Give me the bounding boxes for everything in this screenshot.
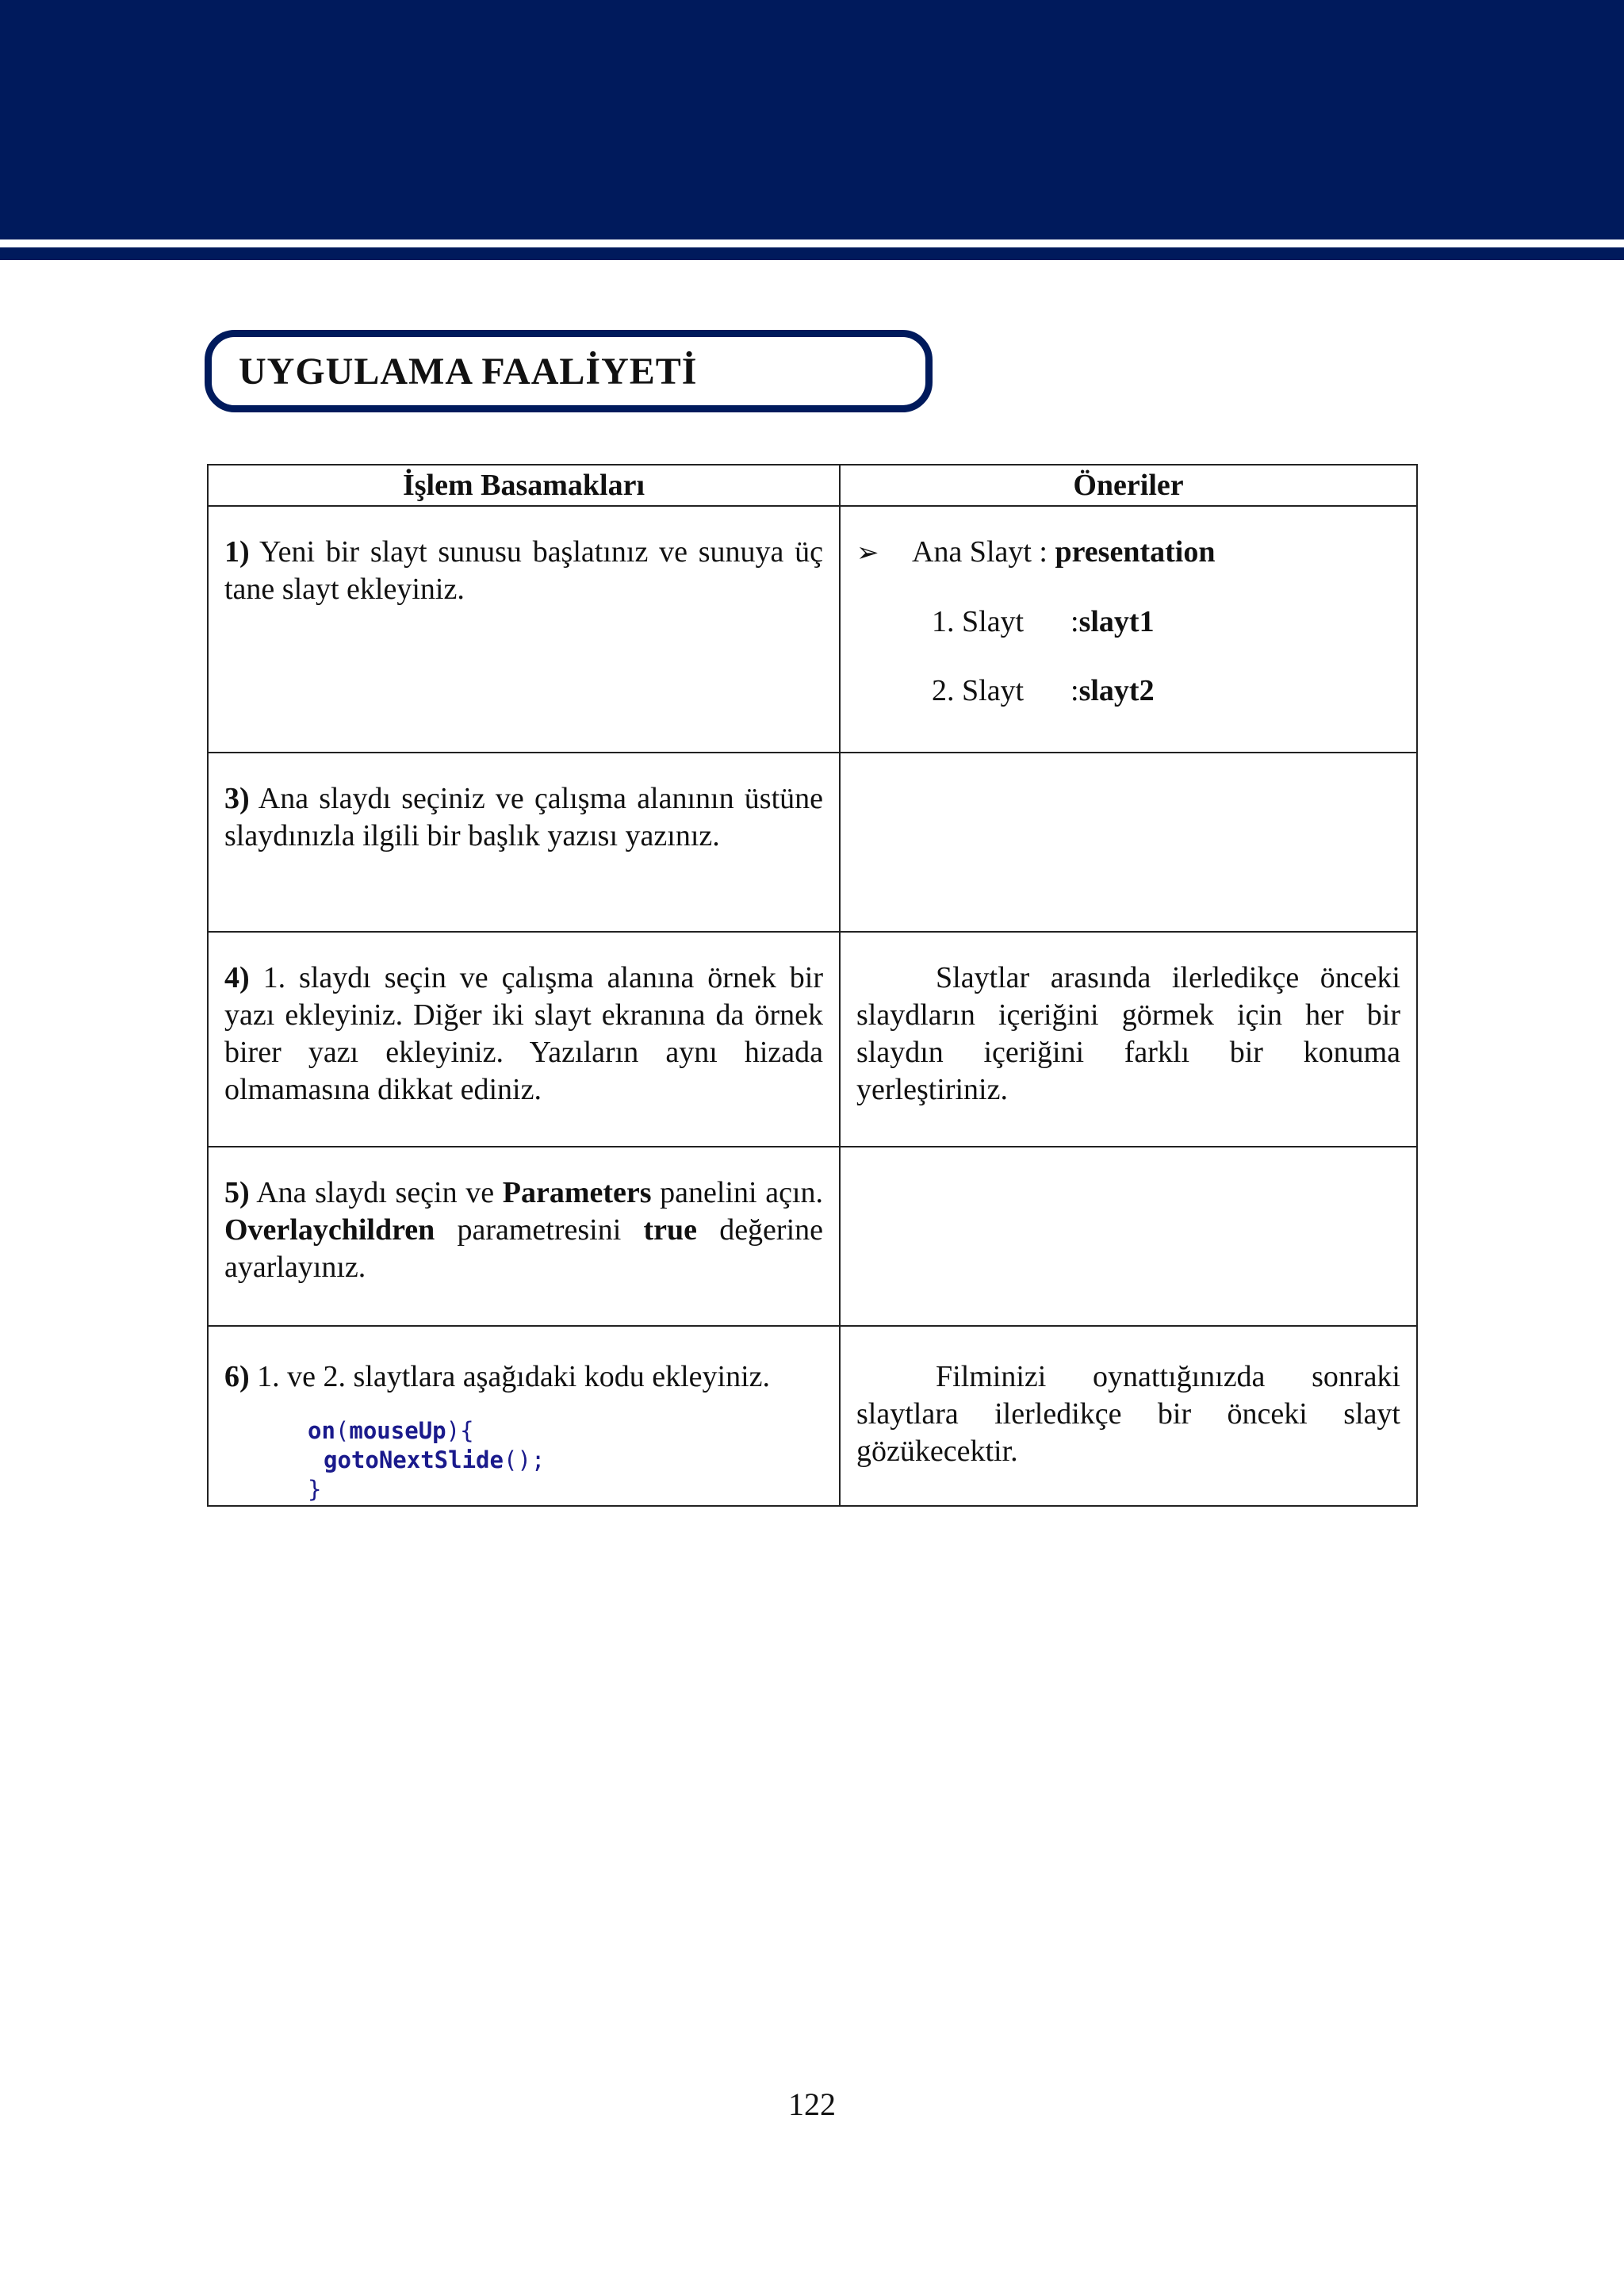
step-text: Ana slaydı seçin ve xyxy=(249,1176,503,1209)
slide-item-2 xyxy=(932,672,1400,710)
bullet-line xyxy=(856,534,1400,572)
suggestion-3 xyxy=(840,753,1417,932)
step-text: Ana slaydı seçiniz ve çalışma alanının üstüne slaydınızla ilgili bir başlık yazısı yazınız. xyxy=(224,782,823,852)
slide-item-key: 1. Slayt xyxy=(932,605,1025,638)
header-rule xyxy=(0,247,1624,260)
step-text: değerine ayarlayınız. xyxy=(224,1213,824,1284)
slide-item-sep: : xyxy=(1071,674,1079,707)
table-row xyxy=(208,932,1417,1147)
step-number: 4) xyxy=(224,961,250,994)
suggestion-6 xyxy=(840,1326,1417,1506)
step-3 xyxy=(208,753,840,932)
steps-table xyxy=(207,464,1418,1507)
code-punct: ){ xyxy=(446,1417,474,1444)
code-snippet xyxy=(308,1416,823,1504)
suggestion-1 xyxy=(840,506,1417,753)
suggestion-text: Slaytlar arasında ilerledikçe önceki slaydların içeriğini görmek için her bir slaydın içeriğini farklı bir konuma yerleştiriniz. xyxy=(856,961,1400,1106)
code-punct: (); xyxy=(503,1446,546,1473)
header-suggestions: Öneriler xyxy=(840,465,1417,506)
step-text: 1. slaydı seçin ve çalışma alanına örnek bir yazı ekleyiniz. Diğer iki slayt ekranına da örnek birer yazı ekleyiniz. Yazıların aynı hizada olmamasına dikkat ediniz. xyxy=(224,961,823,1106)
step-number: 5) xyxy=(224,1176,250,1209)
step-1 xyxy=(208,506,840,753)
step-text: parametresini xyxy=(435,1213,644,1247)
bullet-label: Ana Slayt : xyxy=(912,535,1055,569)
code-keyword: gotoNextSlide xyxy=(324,1446,504,1473)
step-4 xyxy=(208,932,840,1147)
arrow-bullet-icon: ➢ xyxy=(856,537,879,569)
slide-item-1 xyxy=(932,603,1400,641)
table-header-row xyxy=(208,465,1417,506)
step-text: panelini açın. xyxy=(651,1176,823,1209)
overlaychildren-keyword: Overlaychildren xyxy=(224,1213,435,1247)
step-number: 6) xyxy=(224,1360,250,1393)
step-5 xyxy=(208,1147,840,1326)
slide-item-value: slayt2 xyxy=(1078,674,1155,707)
table-row xyxy=(208,753,1417,932)
code-keyword: on xyxy=(308,1417,335,1444)
step-number: 3) xyxy=(224,782,250,815)
true-keyword: true xyxy=(643,1213,697,1247)
parameters-keyword: Parameters xyxy=(502,1176,652,1209)
code-line-2 xyxy=(308,1446,823,1475)
slide-item-sep: : xyxy=(1071,605,1079,638)
activity-title: UYGULAMA FAALİYETİ xyxy=(239,350,698,393)
page-number: 122 xyxy=(788,2086,836,2122)
slide-item-key: 2. Slayt xyxy=(932,674,1025,707)
header-band xyxy=(0,0,1624,239)
slide-item-value: slayt1 xyxy=(1078,605,1155,638)
code-line-3: } xyxy=(308,1476,322,1503)
code-punct: ( xyxy=(335,1417,350,1444)
suggestion-5 xyxy=(840,1147,1417,1326)
table-row xyxy=(208,506,1417,753)
suggestion-text: Filminizi oynattığınızda sonraki slaytlara ilerledikçe bir önceki slayt gözükecektir. xyxy=(856,1360,1400,1468)
step-number: 1) xyxy=(224,535,250,569)
step-6 xyxy=(208,1326,840,1506)
code-line-1 xyxy=(308,1416,823,1446)
step-text: 1. ve 2. slaytlara aşağıdaki kodu ekleyiniz. xyxy=(249,1360,771,1393)
header-steps: İşlem Basamakları xyxy=(208,465,840,506)
step-text: Yeni bir slayt sunusu başlatınız ve sunuya üç tane slayt ekleyiniz. xyxy=(224,535,823,606)
activity-title-box xyxy=(205,330,933,412)
code-keyword: mouseUp xyxy=(349,1417,446,1444)
table-row xyxy=(208,1147,1417,1326)
table-row xyxy=(208,1326,1417,1506)
bullet-value: presentation xyxy=(1055,535,1216,569)
suggestion-4 xyxy=(840,932,1417,1147)
